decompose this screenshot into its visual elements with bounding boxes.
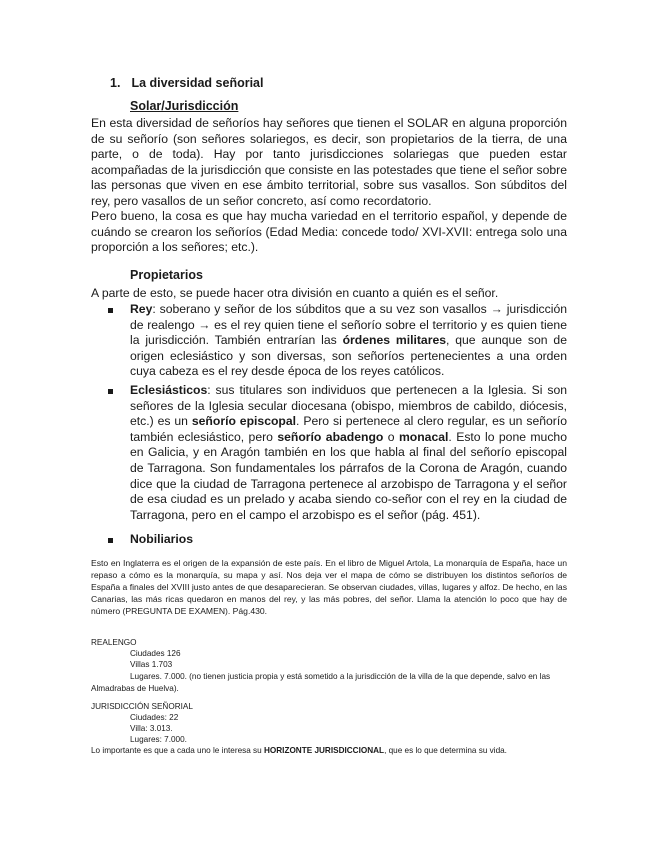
realengo-heading: REALENGO bbox=[91, 638, 137, 647]
solar-paragraph-2: Pero bueno, la cosa es que hay mucha variedad en el territorio español, y depende de cuándo se crearon los señoríos (Edad Media: concede todo/ XVI-XVII: entrega solo una proporción a los señores; etc.). bbox=[91, 209, 567, 255]
note-paragraph: Esto en Inglaterra es el origen de la expansión de este país. En el libro de Miguel Artola, La monarquía de España, hace un repaso a cómo es la monarquía, su mapa y así. Nos deja ver el mapa de cómo se distribuyen los distintos señoríos de España a finales del XVIII justo antes de que desaparecieran. Se observan ciudades, villas, lugares y alfoz. De hecho, en las Canarias, las más ricas quedaron en manos del rey, y las más pobres, del señor. Llama la atención lo poco que hay de número (PREGUNTA DE EXAMEN). Pág.430. bbox=[91, 558, 567, 616]
realengo-villas: Villas 1.703 bbox=[130, 660, 173, 669]
horizonte-term: HORIZONTE JURISDICCIONAL bbox=[263, 746, 385, 755]
solar-heading: Solar/Jurisdicción bbox=[130, 99, 239, 113]
horizonte-sentence bbox=[91, 745, 567, 757]
owner-type-list bbox=[104, 302, 567, 548]
eclesiasticos-text-4: . Esto lo pone mucho en Galicia, y en Aragón también en los que habla al final del señorío episcopal de Tarragona. Son fundamentales los párrafos de la Corona de Aragón, cuando dice que la ciudad de Tarragona pertenece al arzobispo de Tarragona y el señor de esa ciudad es un prelado y acaba siendo co-señor con el rey en la ciudad de Tarragona, pero en el campo el arzobispo es el señor (pág. 451). bbox=[130, 429, 567, 522]
propietarios-heading: Propietarios bbox=[130, 268, 203, 282]
ordenes-militares-term: órdenes militares bbox=[342, 333, 446, 348]
eclesiasticos-text-1: : sus titulares son individuos que pertenecen a la Iglesia. Si son señores de la Iglesia secular diocesana (obispo, miembros de cabildo, diócesis, etc.) es un bbox=[130, 382, 567, 429]
solar-paragraph-1: En esta diversidad de señoríos hay señores que tienen el SOLAR en alguna proporción de su señorío (son señores solariegos, es decir, son propietarios de la tierra, de una parte, o de toda). Hay por tanto jurisdicciones solariegas que pueden estar acompañadas de la jurisdicción que consiste en las potestades que tiene el señor sobre las personas que viven en ese ámbito territorial, sobre sus vasallos. Son súbditos del rey, pero vasallos de un señor concreto, así como recordatorio. bbox=[91, 116, 567, 208]
horizonte-text-1: Lo importante es que a cada uno le interesa su bbox=[91, 746, 264, 755]
nobiliarios-label: Nobiliarios bbox=[130, 532, 193, 547]
propietarios-intro: A parte de esto, se puede hacer otra división en cuanto a quién es el señor. bbox=[91, 286, 499, 300]
jurisdiccion-ciudades: Ciudades: 22 bbox=[130, 713, 179, 722]
rey-label: Rey bbox=[130, 302, 153, 316]
bullet-icon bbox=[108, 308, 113, 313]
monacal-term: monacal bbox=[398, 429, 449, 444]
bullet-icon bbox=[108, 538, 113, 543]
senorio-abadengo-term: señorío abadengo bbox=[277, 429, 384, 444]
section-number: 1. bbox=[110, 76, 121, 90]
list-item-nobiliarios bbox=[104, 532, 567, 548]
senorio-episcopal-term: señorío episcopal bbox=[191, 414, 297, 429]
horizonte-text-2: , que es lo que determina su vida. bbox=[384, 746, 507, 755]
realengo-lugares: Lugares. 7.000. (no tienen justicia propia y está sometido a la jurisdicción de la villa de la que depende, salvo en las Almadrabas de Huelva). bbox=[91, 672, 551, 693]
list-item-rey bbox=[104, 302, 567, 380]
list-item-eclesiasticos bbox=[104, 383, 567, 523]
rey-text-1: : soberano y señor de los súbditos que a su vez son vasallos → jurisdicción de realengo → es el rey quien tiene el señorío sobre el territorio y es quien tiene la jurisdicción. También entrarían las bbox=[130, 302, 567, 348]
eclesiasticos-text-2: . Pero si pertenece al clero regular, es un señorío también eclesiástico, pero bbox=[130, 414, 568, 444]
rey-text-2: , que aunque son de origen eclesiástico y son diversas, son señoríos pertenecientes a una orden cuya cabeza es el rey desde época de los reyes católicos. bbox=[130, 333, 567, 379]
eclesiasticos-label: Eclesiásticos bbox=[130, 382, 208, 397]
jurisdiccion-villa: Villa: 3.013. bbox=[130, 724, 173, 733]
section-title: La diversidad señorial bbox=[131, 76, 264, 90]
jurisdiccion-heading: JURISDICCIÓN SEÑORIAL bbox=[91, 702, 193, 711]
section-heading bbox=[110, 76, 263, 90]
jurisdiccion-lugares: Lugares: 7.000. bbox=[130, 735, 187, 744]
realengo-ciudades: Ciudades 126 bbox=[130, 649, 181, 658]
bullet-icon bbox=[108, 389, 113, 394]
eclesiasticos-text-3: o bbox=[383, 429, 399, 444]
